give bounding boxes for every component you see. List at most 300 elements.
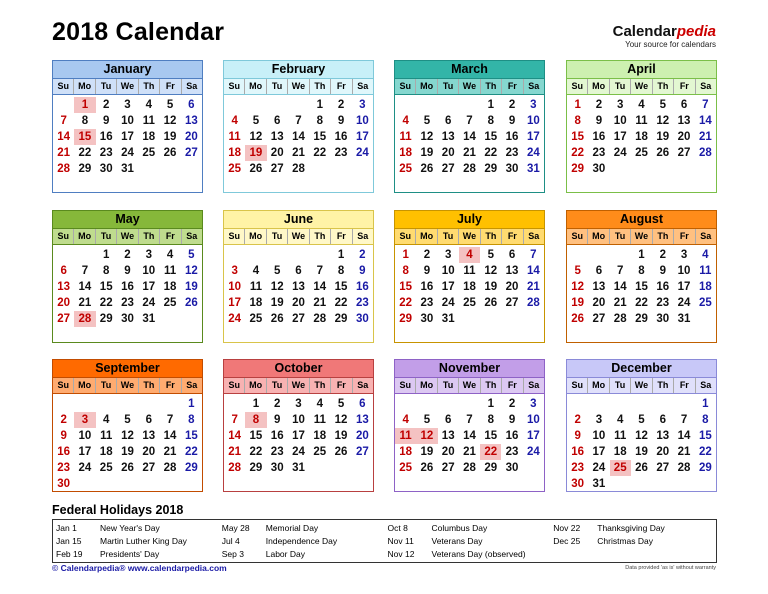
holidays-title: Federal Holidays 2018	[52, 503, 184, 517]
weekday-label: We	[631, 229, 652, 244]
weekday-label: Tu	[96, 79, 117, 94]
month-name: October	[224, 360, 373, 378]
weekday-label: Su	[224, 79, 245, 94]
holiday-date: Nov 12	[387, 549, 415, 559]
day-cell: 22	[184, 446, 198, 458]
day-cell: 30	[592, 163, 606, 175]
weekday-label: Fr	[502, 229, 523, 244]
weekday-header	[567, 229, 716, 245]
day-cell: 17	[292, 430, 305, 442]
day-cell: 9	[423, 265, 431, 277]
weekday-label: Th	[481, 378, 502, 393]
day-cell: 8	[702, 414, 709, 426]
day-cell: 30	[99, 163, 113, 175]
day-cell: 10	[292, 414, 305, 426]
weekday-label: Mo	[245, 378, 266, 393]
days-grid	[567, 245, 716, 327]
empty-cell	[567, 247, 588, 263]
day-cell: 18	[463, 281, 476, 293]
months-grid	[52, 60, 717, 495]
day-cell: 19	[420, 147, 434, 159]
day-cell: 14	[313, 281, 327, 293]
day-cell: 21	[228, 446, 242, 458]
month-july	[394, 210, 545, 343]
day-cell: 16	[121, 281, 134, 293]
day-cell: 19	[656, 131, 670, 143]
day-cell: 4	[402, 115, 409, 127]
holidays-table	[52, 519, 717, 563]
weekday-label: Sa	[357, 231, 369, 241]
month-name: July	[395, 211, 544, 229]
holiday-name: Martin Luther King Day	[100, 536, 187, 546]
day-cell: 24	[592, 462, 606, 474]
day-cell: 13	[677, 115, 691, 127]
day-cell: 25	[163, 297, 177, 309]
weekday-label: We	[288, 378, 309, 393]
holiday-date: Oct 8	[387, 523, 408, 533]
day-cell: 9	[574, 430, 581, 442]
day-cell: 21	[463, 147, 476, 159]
day-cell: 7	[295, 115, 302, 127]
day-cell: 13	[441, 131, 455, 143]
empty-cell	[395, 97, 416, 113]
day-cell: 15	[698, 430, 712, 442]
month-february	[223, 60, 374, 193]
empty-cell	[438, 97, 459, 113]
day-cell: 19	[121, 446, 134, 458]
empty-cell	[588, 247, 609, 263]
day-cell: 11	[614, 430, 627, 442]
day-cell: 13	[270, 131, 284, 143]
day-cell: 23	[99, 147, 113, 159]
day-cell: 10	[441, 265, 455, 277]
day-cell: 31	[526, 163, 540, 175]
weekday-label: Th	[653, 378, 674, 393]
day-cell: 10	[592, 430, 606, 442]
weekday-label: Mo	[588, 229, 609, 244]
holiday-name: Veterans Day (observed)	[431, 549, 526, 559]
day-cell: 1	[103, 249, 110, 261]
weekday-header	[395, 229, 544, 245]
weekday-label: Tu	[438, 378, 459, 393]
day-cell: 8	[188, 414, 195, 426]
month-name: March	[395, 61, 544, 79]
day-cell: 23	[334, 147, 348, 159]
empty-cell	[652, 396, 673, 412]
footer-disclaimer: Data provided 'as is' without warranty	[625, 565, 716, 571]
day-cell: 4	[231, 115, 238, 127]
day-cell: 12	[121, 430, 134, 442]
weekday-label: Fr	[502, 79, 523, 94]
empty-cell	[567, 396, 588, 412]
day-cell: 8	[402, 265, 409, 277]
day-cell: 7	[316, 265, 323, 277]
day-cell: 14	[613, 281, 627, 293]
day-cell: 7	[617, 265, 624, 277]
holiday-date: Feb 19	[56, 549, 83, 559]
day-cell: 22	[698, 446, 712, 458]
day-cell: 28	[163, 462, 177, 474]
empty-cell	[438, 396, 459, 412]
holiday-day-cell: 3	[74, 412, 95, 428]
month-december	[566, 359, 717, 492]
weekday-label: We	[288, 79, 309, 94]
month-june	[223, 210, 374, 343]
month-name: June	[224, 211, 373, 229]
day-cell: 7	[60, 115, 67, 127]
weekday-label: We	[288, 229, 309, 244]
holiday-name: Christmas Day	[597, 536, 653, 546]
day-cell: 8	[103, 265, 110, 277]
days-grid	[395, 245, 544, 327]
day-cell: 6	[659, 414, 666, 426]
day-cell: 30	[270, 462, 284, 474]
day-cell: 16	[334, 131, 348, 143]
days-grid	[395, 95, 544, 177]
day-cell: 6	[60, 265, 67, 277]
holiday-day-cell: 22	[480, 444, 501, 460]
day-cell: 19	[270, 297, 284, 309]
day-cell: 22	[635, 297, 648, 309]
day-cell: 25	[228, 163, 242, 175]
holiday-row	[56, 535, 216, 548]
day-cell: 1	[252, 398, 260, 410]
day-cell: 16	[270, 430, 284, 442]
day-cell: 26	[121, 462, 134, 474]
day-cell: 14	[526, 265, 540, 277]
day-cell: 24	[613, 147, 627, 159]
empty-cell	[309, 247, 330, 263]
day-cell: 15	[635, 281, 648, 293]
day-cell: 7	[466, 414, 473, 426]
empty-cell	[288, 247, 309, 263]
day-cell: 31	[292, 462, 305, 474]
day-cell: 21	[463, 446, 476, 458]
day-cell: 18	[163, 281, 177, 293]
day-cell: 14	[463, 430, 476, 442]
day-cell: 23	[420, 297, 434, 309]
weekday-label: Th	[310, 378, 331, 393]
day-cell: 2	[574, 414, 581, 426]
weekday-label: Su	[53, 378, 74, 393]
weekday-label: We	[459, 79, 480, 94]
weekday-label: Su	[224, 378, 245, 393]
day-cell: 21	[292, 147, 305, 159]
day-cell: 12	[163, 115, 177, 127]
day-cell: 24	[228, 313, 242, 325]
day-cell: 18	[142, 131, 156, 143]
weekday-label: Su	[395, 378, 416, 393]
holiday-row	[553, 535, 713, 548]
day-cell: 15	[571, 131, 585, 143]
day-cell: 22	[313, 147, 327, 159]
empty-cell	[53, 396, 74, 412]
weekday-header	[224, 79, 373, 95]
day-cell: 8	[316, 115, 323, 127]
day-cell: 2	[60, 414, 67, 426]
day-cell: 22	[484, 147, 498, 159]
holiday-row	[222, 535, 382, 548]
day-cell: 21	[613, 297, 627, 309]
day-cell: 27	[592, 313, 606, 325]
day-cell: 4	[103, 414, 110, 426]
day-cell: 4	[402, 414, 409, 426]
day-cell: 9	[60, 430, 67, 442]
weekday-label: Sa	[528, 81, 540, 91]
day-cell: 18	[635, 131, 648, 143]
weekday-label: Tu	[267, 378, 288, 393]
day-cell: 11	[142, 115, 155, 127]
weekday-label: Th	[653, 229, 674, 244]
day-cell: 2	[659, 249, 666, 261]
day-cell: 23	[656, 297, 670, 309]
day-cell: 29	[184, 462, 198, 474]
month-name: September	[53, 360, 202, 378]
day-cell: 2	[359, 249, 366, 261]
day-cell: 16	[420, 281, 434, 293]
day-cell: 27	[57, 313, 71, 325]
day-cell: 16	[99, 131, 113, 143]
weekday-label: Tu	[438, 229, 459, 244]
days-grid	[567, 394, 716, 492]
holiday-date: Jan 1	[56, 523, 77, 533]
day-cell: 2	[124, 249, 131, 261]
day-cell: 17	[677, 281, 691, 293]
brand-logo[interactable]	[613, 24, 716, 49]
day-cell: 28	[228, 462, 242, 474]
holiday-date: May 28	[221, 523, 250, 533]
day-cell: 4	[252, 265, 260, 277]
day-cell: 9	[508, 115, 516, 127]
day-cell: 8	[487, 115, 494, 127]
day-cell: 25	[99, 462, 113, 474]
day-cell: 4	[702, 249, 709, 261]
weekday-label: Th	[481, 79, 502, 94]
day-cell: 24	[121, 147, 134, 159]
day-cell: 6	[188, 99, 195, 111]
weekday-label: Mo	[74, 378, 95, 393]
days-grid	[224, 245, 373, 327]
day-cell: 12	[184, 265, 198, 277]
day-cell: 2	[508, 99, 516, 111]
day-cell: 15	[99, 281, 113, 293]
day-cell: 13	[441, 430, 455, 442]
day-cell: 14	[463, 131, 476, 143]
day-cell: 6	[680, 99, 688, 111]
day-cell: 3	[595, 414, 603, 426]
day-cell: 19	[334, 430, 348, 442]
day-cell: 18	[99, 446, 113, 458]
day-cell: 13	[505, 265, 519, 277]
day-cell: 29	[571, 163, 585, 175]
empty-cell	[245, 97, 266, 113]
day-cell: 14	[677, 430, 691, 442]
weekday-label: Sa	[700, 380, 712, 390]
day-cell: 24	[78, 462, 92, 474]
holiday-name: Thanksgiving Day	[597, 523, 665, 533]
weekday-header	[53, 79, 202, 95]
holiday-day-cell: 15	[74, 129, 95, 145]
weekday-label: Tu	[96, 378, 117, 393]
weekday-label: Sa	[700, 81, 712, 91]
day-cell: 28	[463, 163, 476, 175]
weekday-label: Sa	[357, 81, 369, 91]
holiday-column	[219, 520, 385, 562]
day-cell: 11	[100, 430, 113, 442]
empty-cell	[74, 247, 95, 263]
weekday-label: Tu	[438, 79, 459, 94]
day-cell: 16	[505, 430, 519, 442]
day-cell: 30	[571, 478, 585, 490]
month-november	[394, 359, 545, 492]
day-cell: 28	[526, 297, 540, 309]
day-cell: 21	[163, 446, 177, 458]
day-cell: 11	[463, 265, 476, 277]
day-cell: 14	[228, 430, 242, 442]
days-grid	[53, 95, 202, 177]
day-cell: 19	[484, 281, 498, 293]
day-cell: 4	[145, 99, 152, 111]
day-cell: 15	[484, 430, 498, 442]
day-cell: 17	[592, 446, 606, 458]
day-cell: 1	[702, 398, 709, 410]
day-cell: 3	[124, 99, 131, 111]
day-cell: 13	[355, 414, 369, 426]
day-cell: 15	[184, 430, 198, 442]
weekday-label: Mo	[416, 79, 437, 94]
weekday-label: Su	[567, 79, 588, 94]
weekday-label: Su	[53, 79, 74, 94]
page-title: 2018 Calendar	[52, 18, 225, 46]
day-cell: 5	[574, 265, 581, 277]
day-cell: 2	[508, 398, 516, 410]
day-cell: 22	[78, 147, 92, 159]
day-cell: 21	[677, 446, 691, 458]
weekday-label: Mo	[74, 79, 95, 94]
day-cell: 14	[78, 281, 92, 293]
day-cell: 26	[420, 163, 434, 175]
day-cell: 31	[142, 313, 156, 325]
holiday-date: Jul 4	[221, 536, 240, 546]
month-april	[566, 60, 717, 193]
day-cell: 11	[699, 265, 712, 277]
day-cell: 5	[487, 249, 494, 261]
empty-cell	[96, 396, 117, 412]
empty-cell	[459, 97, 480, 113]
day-cell: 20	[292, 297, 305, 309]
month-name: December	[567, 360, 716, 378]
day-cell: 16	[592, 131, 606, 143]
holiday-day-cell: 19	[245, 145, 266, 161]
day-cell: 24	[355, 147, 369, 159]
weekday-label: Th	[310, 79, 331, 94]
footer-copyright[interactable]: © Calendarpedia® www.calendarpedia.com	[52, 563, 227, 573]
month-name: February	[224, 61, 373, 79]
weekday-label: Su	[224, 229, 245, 244]
day-cell: 20	[656, 446, 670, 458]
day-cell: 31	[592, 478, 606, 490]
weekday-label: Fr	[502, 378, 523, 393]
day-cell: 18	[249, 297, 263, 309]
days-grid	[224, 95, 373, 177]
day-cell: 2	[274, 398, 281, 410]
day-cell: 26	[484, 297, 498, 309]
day-cell: 9	[508, 414, 516, 426]
day-cell: 23	[505, 147, 519, 159]
day-cell: 18	[313, 430, 327, 442]
day-cell: 13	[656, 430, 670, 442]
empty-cell	[224, 247, 245, 263]
day-cell: 8	[574, 115, 581, 127]
brand-tagline: Your source for calendars	[625, 40, 716, 49]
weekday-label: Tu	[610, 79, 631, 94]
day-cell: 17	[613, 131, 627, 143]
day-cell: 24	[142, 297, 156, 309]
day-cell: 14	[292, 131, 305, 143]
weekday-label: Sa	[700, 231, 712, 241]
weekday-header	[395, 79, 544, 95]
day-cell: 4	[617, 414, 624, 426]
day-cell: 26	[184, 297, 198, 309]
empty-cell	[267, 97, 288, 113]
day-cell: 25	[249, 313, 263, 325]
day-cell: 5	[423, 414, 431, 426]
day-cell: 8	[487, 414, 494, 426]
weekday-header	[224, 229, 373, 245]
weekday-label: Sa	[186, 231, 198, 241]
weekday-header	[224, 378, 373, 394]
day-cell: 29	[484, 163, 498, 175]
day-cell: 29	[78, 163, 92, 175]
day-cell: 18	[228, 147, 242, 159]
weekday-label: Th	[139, 229, 160, 244]
weekday-label: Sa	[528, 380, 540, 390]
day-cell: 13	[592, 281, 606, 293]
day-cell: 12	[249, 131, 263, 143]
day-cell: 1	[638, 249, 645, 261]
day-cell: 27	[184, 147, 198, 159]
day-cell: 13	[57, 281, 71, 293]
day-cell: 23	[57, 462, 71, 474]
month-may	[52, 210, 203, 343]
holiday-row	[388, 535, 548, 548]
day-cell: 29	[484, 462, 498, 474]
day-cell: 10	[526, 115, 540, 127]
day-cell: 1	[188, 398, 195, 410]
day-cell: 19	[163, 131, 177, 143]
day-cell: 16	[57, 446, 71, 458]
day-cell: 21	[57, 147, 71, 159]
day-cell: 10	[228, 281, 242, 293]
day-cell: 12	[270, 281, 284, 293]
day-cell: 25	[399, 163, 413, 175]
day-cell: 13	[292, 281, 305, 293]
day-cell: 20	[441, 446, 455, 458]
day-cell: 26	[163, 147, 177, 159]
day-cell: 3	[145, 249, 152, 261]
holiday-row	[222, 548, 382, 561]
day-cell: 12	[635, 430, 648, 442]
day-cell: 1	[337, 249, 345, 261]
weekday-header	[567, 378, 716, 394]
day-cell: 7	[530, 249, 537, 261]
day-cell: 1	[316, 99, 323, 111]
day-cell: 21	[78, 297, 92, 309]
day-cell: 21	[313, 297, 327, 309]
day-cell: 20	[677, 131, 691, 143]
month-september	[52, 359, 203, 492]
day-cell: 27	[355, 446, 369, 458]
